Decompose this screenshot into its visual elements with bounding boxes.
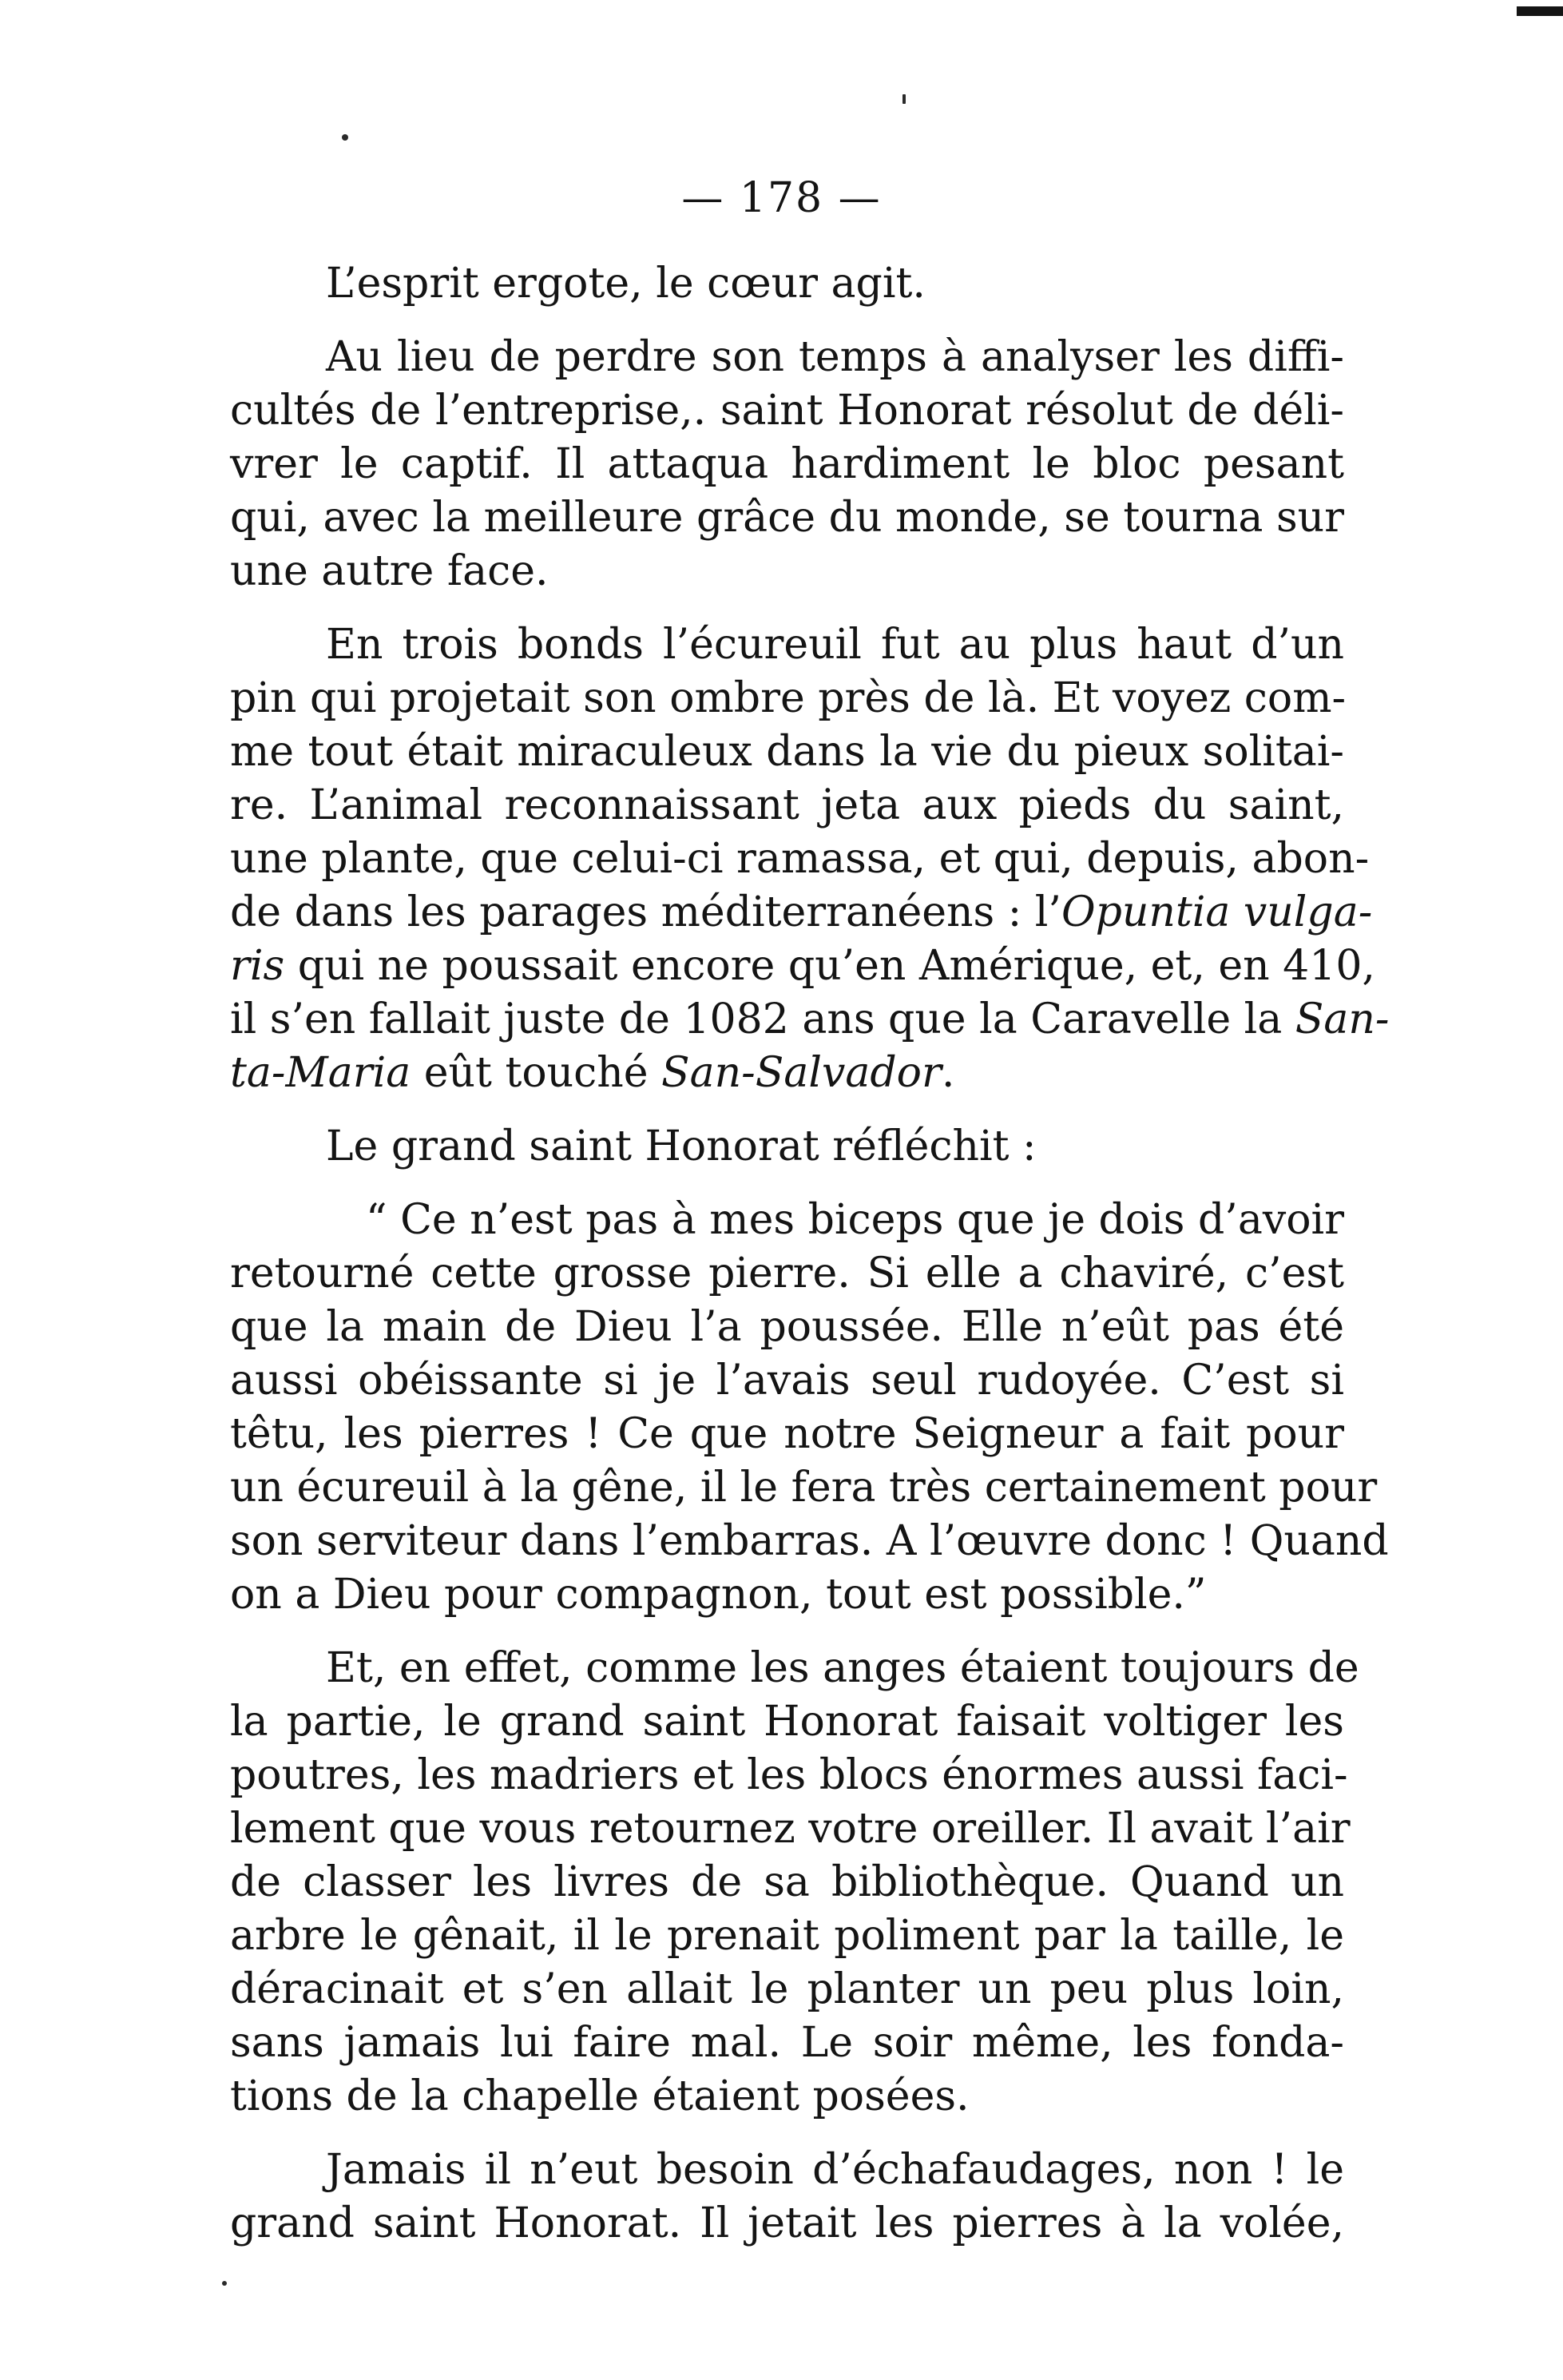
text-line — [230, 993, 1390, 1047]
text-line: têtu, les pierres ! Ce que notre Seigneur a fait pour — [230, 1410, 1344, 1458]
scan-edge-mark — [1517, 6, 1563, 16]
text-line: on a Dieu pour compagnon, tout est possible.” — [230, 1571, 1207, 1619]
text-line: de classer les livres de sa bibliothèque. Quand un — [230, 1858, 1344, 1906]
text-line: Et, en effet, comme les anges étaient toujours de — [326, 1644, 1359, 1692]
text-line: pin qui projetait son ombre près de là. Et voyez com- — [230, 674, 1347, 722]
italic-place-name: San-Salvador — [661, 1049, 942, 1097]
text-line: sans jamais lui faire mal. Le soir même, les fonda- — [230, 2019, 1344, 2067]
text-line: tions de la chapelle étaient posées. — [230, 2072, 970, 2120]
text-line: une plante, que celui-ci ramassa, et qui, depuis, abon- — [230, 835, 1370, 883]
text-line: L’esprit ergote, le cœur agit. — [326, 260, 926, 308]
italic-ship-name: San- — [1295, 995, 1390, 1043]
text-line: poutres, les madriers et les blocs énormes aussi faci- — [230, 1751, 1348, 1799]
scan-speck — [902, 94, 906, 104]
text-run: il s’en fallait juste de 1082 ans que la Caravelle la — [230, 995, 1295, 1043]
scan-speck — [342, 134, 348, 141]
italic-latin-name: ris — [230, 942, 285, 990]
text-line: la partie, le grand saint Honorat faisait voltiger les — [230, 1698, 1344, 1746]
text-run: qui ne poussait encore qu’en Amérique, et, en 410, — [284, 942, 1375, 990]
text-line: Au lieu de perdre son temps à analyser les diffi- — [326, 333, 1344, 381]
body-text — [230, 257, 1390, 2251]
text-run: eût touché — [411, 1049, 662, 1097]
text-line: son serviteur dans l’embarras. A l’œuvre donc ! Quand — [230, 1517, 1389, 1565]
text-line: cultés de l’entreprise,. saint Honorat résolut de déli- — [230, 387, 1344, 435]
text-line: arbre le gênait, il le prenait poliment par la taille, le — [230, 1912, 1344, 1960]
text-line: un écureuil à la gêne, il le fera très certainement pour — [230, 1464, 1378, 1512]
text-line: déracinait et s’en allait le planter un peu plus loin, — [230, 1965, 1344, 2013]
text-line: Jamais il n’eut besoin d’échafaudages, non ! le — [326, 2146, 1344, 2194]
text-run: . — [941, 1049, 955, 1097]
text-line: lement que vous retournez votre oreiller. Il avait l’air — [230, 1805, 1351, 1853]
italic-ship-name: ta-Maria — [230, 1049, 411, 1097]
text-line: que la main de Dieu l’a poussée. Elle n’eût pas été — [230, 1303, 1344, 1351]
scan-speck — [222, 2281, 227, 2286]
text-line — [230, 886, 1373, 940]
text-line: me tout était miraculeux dans la vie du pieux solitai- — [230, 728, 1344, 776]
page-number: — 178 — — [681, 174, 882, 222]
text-line: vrer le captif. Il attaqua hardiment le bloc pesant — [230, 440, 1344, 488]
text-line: En trois bonds l’écureuil fut au plus haut d’un — [326, 621, 1344, 669]
text-line: retourné cette grosse pierre. Si elle a chaviré, c’est — [230, 1250, 1344, 1297]
text-line: aussi obéissante si je l’avais seul rudoyée. C’est si — [230, 1357, 1344, 1405]
text-line: grand saint Honorat. Il jetait les pierres à la volée, — [230, 2199, 1344, 2247]
text-line — [230, 940, 1375, 993]
text-run: de dans les parages méditerranéens : l’ — [230, 888, 1061, 936]
text-line: une autre face. — [230, 547, 549, 595]
text-line: qui, avec la meilleure grâce du monde, se tourna sur — [230, 494, 1344, 542]
italic-latin-name: Opuntia vulga- — [1061, 888, 1373, 936]
text-line: Le grand saint Honorat réfléchit : — [326, 1122, 1037, 1170]
text-line — [230, 1047, 1344, 1100]
text-line: re. L’animal reconnaissant jeta aux pieds du saint, — [230, 781, 1344, 829]
text-line: “ Ce n’est pas à mes biceps que je dois d’avoir — [366, 1196, 1344, 1244]
